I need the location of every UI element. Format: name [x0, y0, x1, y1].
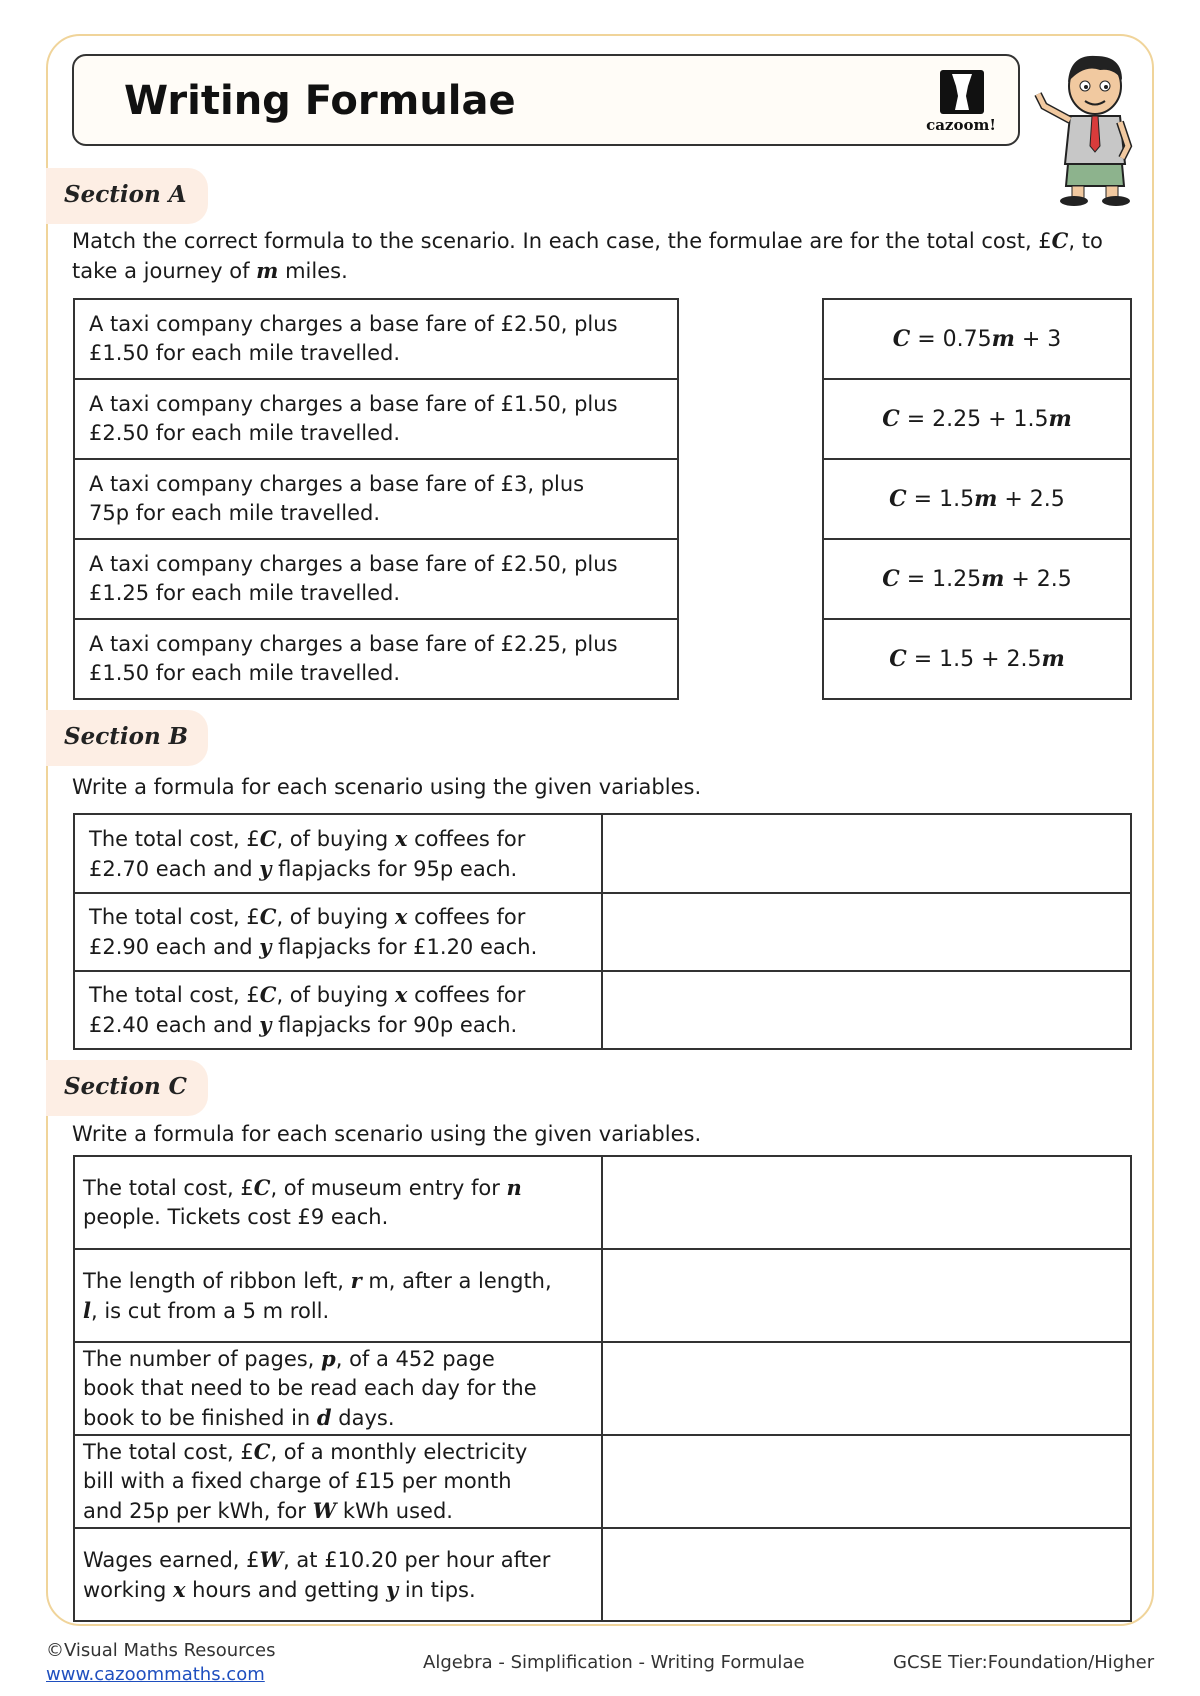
formula-var: m	[1048, 405, 1072, 432]
scenario-line: £1.50 for each mile travelled.	[89, 341, 401, 365]
scenario-text: , is cut from a 5 m roll.	[90, 1298, 330, 1323]
formula-cell[interactable]	[823, 619, 1131, 699]
section-b-label: Section B	[64, 723, 189, 750]
scenario-text: book that need to be read each day for the	[83, 1376, 537, 1400]
scenario-text: £2.70 each and	[89, 856, 260, 881]
scenario-text: , of museum entry for	[270, 1176, 507, 1200]
scenario-cell	[74, 1528, 602, 1621]
scenario-var: C	[259, 904, 277, 929]
section-a-label: Section A	[64, 181, 187, 208]
scenario-text: The number of pages,	[83, 1347, 322, 1371]
scenario-text: coffees for	[407, 905, 526, 929]
scenario-cell	[74, 619, 678, 699]
answer-box[interactable]	[602, 971, 1131, 1049]
scenario-var: r	[350, 1267, 362, 1293]
scenario-var: C	[259, 825, 277, 851]
scenario-line: £1.25 for each mile travelled.	[89, 581, 401, 605]
formula-var: C	[892, 325, 911, 352]
scenario-var: W	[312, 1498, 337, 1523]
instr-text: Match the correct formula to the scenario. In each case, the formulae are for the total cost, £	[72, 229, 1052, 253]
scenario-text: people. Tickets cost £9 each.	[83, 1205, 389, 1229]
scenario-text: The total cost, £	[83, 1440, 254, 1464]
footer-tier: GCSE Tier:Foundation/Higher	[893, 1652, 1155, 1673]
scenario-cell	[74, 539, 678, 619]
section-b-instruction: Write a formula for each scenario using the given variables.	[72, 775, 702, 799]
section-c-tab	[46, 1060, 208, 1116]
scenario-line: £2.50 for each mile travelled.	[89, 421, 401, 445]
instr-text: miles.	[278, 259, 348, 283]
scenario-text: flapjacks for £1.20 each.	[271, 935, 538, 959]
section-b-table	[73, 813, 1132, 1050]
scenario-var: y	[259, 855, 272, 881]
scenario-text: , of buying	[276, 826, 395, 851]
formula-text: + 3	[1014, 326, 1062, 352]
formula-text: + 2.5	[1004, 566, 1072, 592]
answer-box[interactable]	[602, 1342, 1131, 1435]
scenario-text: , of buying	[276, 905, 395, 929]
formula-var: C	[882, 565, 900, 592]
scenario-text: coffees for	[407, 983, 526, 1007]
scenario-cell	[74, 1249, 602, 1342]
formula-cell[interactable]	[823, 299, 1131, 379]
formula-var: C	[882, 405, 900, 432]
scenario-var: l	[83, 1297, 91, 1323]
scenario-line: 75p for each mile travelled.	[89, 501, 380, 525]
formula-text: = 1.5	[906, 486, 975, 512]
scenario-cell	[74, 459, 678, 539]
formula-var: m	[974, 485, 998, 512]
page-title: Writing Formulae	[124, 78, 516, 124]
formula-cell[interactable]	[823, 379, 1131, 459]
scenario-text: £2.90 each and	[89, 935, 260, 959]
answer-box[interactable]	[602, 1156, 1131, 1249]
student-mascot-icon	[1030, 46, 1160, 206]
footer-topic: Algebra - Simplification - Writing Formulae	[423, 1652, 805, 1673]
logo-icon	[906, 66, 1016, 118]
formula-text: + 2.5	[997, 486, 1065, 512]
scenario-text: £2.40 each and	[89, 1013, 260, 1037]
formula-var: m	[991, 325, 1015, 352]
scenario-var: W	[259, 1546, 284, 1572]
scenario-var: C	[253, 1439, 271, 1464]
scenario-text: working	[83, 1577, 173, 1602]
scenario-var: C	[259, 982, 277, 1007]
scenario-text: m, after a length,	[361, 1268, 552, 1293]
scenario-text: days.	[331, 1406, 395, 1430]
scenario-cell	[74, 1342, 602, 1435]
footer-copyright: ©Visual Maths Resources	[46, 1640, 276, 1661]
scenario-var: x	[172, 1576, 186, 1602]
scenario-text: bill with a fixed charge of £15 per month	[83, 1469, 512, 1493]
scenario-text: flapjacks for 90p each.	[271, 1013, 518, 1037]
scenario-text: The total cost, £	[83, 1176, 254, 1200]
scenario-text: , of a 452 page	[335, 1347, 495, 1371]
instr-text: , to take a journey of	[72, 229, 1103, 283]
formula-cell[interactable]	[823, 459, 1131, 539]
formula-var: C	[889, 485, 907, 512]
section-c-label: Section C	[64, 1073, 187, 1100]
answer-box[interactable]	[602, 1435, 1131, 1528]
formula-text: = 0.75	[910, 326, 992, 352]
scenario-line: A taxi company charges a base fare of £3, plus	[89, 472, 585, 496]
section-c-table	[73, 1155, 1132, 1622]
scenario-cell	[74, 379, 678, 459]
scenario-line: £1.50 for each mile travelled.	[89, 661, 401, 685]
answer-box[interactable]	[602, 1249, 1131, 1342]
scenario-var: x	[394, 982, 408, 1007]
scenario-var: C	[253, 1175, 271, 1200]
section-a-instruction	[72, 226, 1142, 286]
formula-text: = 2.25 + 1.5	[899, 406, 1049, 432]
formula-text: = 1.25	[899, 566, 982, 592]
section-a-scenario-table	[73, 298, 679, 700]
scenario-text: flapjacks for 95p each.	[271, 856, 518, 881]
scenario-text: The length of ribbon left,	[83, 1268, 351, 1293]
footer-link[interactable]	[46, 1664, 265, 1685]
answer-box[interactable]	[602, 814, 1131, 893]
answer-box[interactable]	[602, 893, 1131, 971]
scenario-text: , of buying	[276, 983, 395, 1007]
scenario-text: and 25p per kWh, for	[83, 1499, 313, 1523]
scenario-line: A taxi company charges a base fare of £2.25, plus	[89, 632, 618, 656]
instr-var: m	[256, 258, 279, 283]
scenario-var: n	[506, 1175, 522, 1200]
scenario-cell	[74, 814, 602, 893]
title-box	[72, 54, 1020, 146]
scenario-var: p	[321, 1346, 336, 1371]
footer-url-link[interactable]: www.cazoommaths.com	[46, 1664, 265, 1685]
scenario-text: coffees for	[407, 826, 526, 851]
scenario-var: y	[385, 1576, 399, 1602]
logo-text: cazoom!	[926, 116, 996, 134]
cazoom-logo	[906, 66, 1016, 138]
scenario-text: in tips.	[398, 1577, 476, 1602]
scenario-line: A taxi company charges a base fare of £1.50, plus	[89, 392, 618, 416]
scenario-cell	[74, 971, 602, 1049]
scenario-text: The total cost, £	[89, 826, 260, 851]
section-a-formula-table	[822, 298, 1132, 700]
scenario-text: , at £10.20 per hour after	[283, 1547, 551, 1572]
formula-var: m	[981, 565, 1005, 592]
scenario-text: hours and getting	[185, 1577, 386, 1602]
scenario-text: Wages earned, £	[83, 1547, 260, 1572]
scenario-line: A taxi company charges a base fare of £2.50, plus	[89, 312, 618, 336]
scenario-text: The total cost, £	[89, 983, 260, 1007]
scenario-var: y	[259, 1012, 272, 1037]
scenario-cell	[74, 1156, 602, 1249]
formula-var: m	[1041, 645, 1065, 672]
section-a-tab	[46, 168, 208, 224]
formula-text: = 1.5 + 2.5	[906, 646, 1042, 672]
scenario-cell	[74, 1435, 602, 1528]
formula-var: C	[889, 645, 907, 672]
formula-cell[interactable]	[823, 539, 1131, 619]
scenario-var: x	[394, 825, 408, 851]
scenario-text: kWh used.	[336, 1499, 453, 1523]
scenario-var: d	[316, 1405, 332, 1430]
scenario-line: A taxi company charges a base fare of £2.50, plus	[89, 552, 618, 576]
scenario-text: , of a monthly electricity	[270, 1440, 528, 1464]
scenario-cell	[74, 893, 602, 971]
instr-var: C	[1051, 228, 1069, 253]
section-c-instruction: Write a formula for each scenario using the given variables.	[72, 1122, 702, 1146]
scenario-text: book to be finished in	[83, 1406, 317, 1430]
scenario-text: The total cost, £	[89, 905, 260, 929]
section-b-tab	[46, 710, 208, 766]
answer-box[interactable]	[602, 1528, 1131, 1621]
scenario-cell	[74, 299, 678, 379]
scenario-var: y	[259, 934, 272, 959]
scenario-var: x	[394, 904, 408, 929]
